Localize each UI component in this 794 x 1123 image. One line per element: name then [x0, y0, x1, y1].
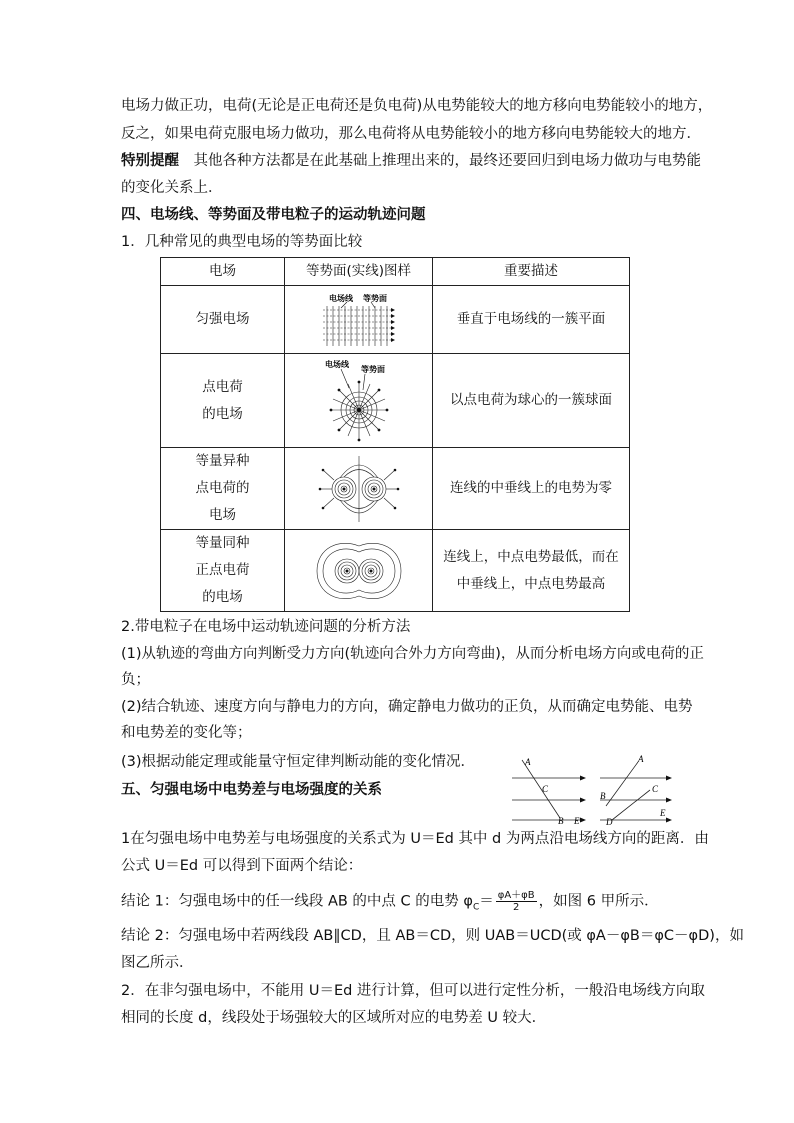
point-label: A	[525, 757, 531, 767]
point-label: C	[542, 784, 549, 794]
table-cell-figure	[285, 354, 433, 448]
figure-a-diagram	[508, 754, 590, 826]
opposite-charges-figure	[314, 452, 404, 526]
conclusion1-line: 结论 1：匀强电场中的任一线段 AB 的中点 C 的电势 $\varphi_C=$ $\frac{\varphi A+\varphi B}{2}$ ，如图 6 甲所示．	[121, 890, 659, 913]
table-cell-desc: 以点电荷为球心的一簇球面	[433, 354, 630, 448]
point-label: A	[638, 754, 644, 764]
conclusion2-line2: 图乙所示．	[121, 955, 194, 971]
equipotential-label: 等势面	[360, 364, 385, 374]
tip-label: 特别提醒	[121, 153, 179, 169]
table-cell-desc: 垂直于电场线的一簇平面	[433, 286, 630, 354]
section5-p2-line2: 相同的长度 d，线段处于场强较大的区域所对应的电势差 U 较大．	[121, 1010, 547, 1026]
item2-line2: 和电势差的变化等；	[121, 725, 252, 741]
tip-text: 其他各种方法都是在此基础上推理出来的，最终还要回归到电场力做功与电势能	[179, 153, 701, 169]
table-header: 重要描述	[433, 258, 630, 286]
point-charge-figure	[319, 358, 399, 444]
equipotential-table	[160, 257, 630, 612]
table-cell-figure	[285, 530, 433, 612]
table-header: 等势面(实线)图样	[285, 258, 433, 286]
para1-line1: 电场力做正功，电荷(无论是正电荷还是负电荷)从电势能较大的地方移向电势能较小的地方，	[121, 98, 713, 114]
table-header: 电场	[161, 258, 285, 286]
item1-line2: 负；	[121, 672, 150, 688]
table-row	[161, 354, 630, 448]
section5-p2-line1: 2．在非匀强电场中，不能用 U＝Ed 进行计算，但可以进行定性分析，一般沿电场线方向取	[121, 983, 705, 999]
table-cell-figure	[285, 286, 433, 354]
figure-b-diagram	[596, 754, 676, 826]
table-cell-desc: 连线的中垂线上的电势为零	[433, 448, 630, 530]
equipotential-label: 等势面	[362, 293, 387, 303]
item3-line: (3)根据动能定理或能量守恒定律判断动能的变化情况．	[121, 754, 476, 770]
section5-heading: 五、匀强电场中电势差与电场强度的关系	[121, 782, 382, 798]
field-line-label: 电场线	[324, 359, 349, 369]
table-row	[161, 448, 630, 530]
table-cell-field: 等量异种 点电荷的 电场	[161, 448, 285, 530]
tip-line2: 的变化关系上．	[121, 180, 223, 196]
item2-line1: (2)结合轨迹、速度方向与静电力的方向，确定静电力做功的正负，从而确定电势能、电势	[121, 699, 693, 715]
tip-line1	[121, 151, 701, 171]
uniform-field-figure	[319, 292, 399, 348]
table-cell-figure	[285, 448, 433, 530]
table-cell-desc: 连线上，中点电势最低，而在 中垂线上，中点电势最高	[433, 530, 630, 612]
section5-line2: 公式 U＝Ed 可以得到下面两个结论：	[121, 858, 363, 874]
point-label: D	[606, 817, 613, 826]
point-label: B	[600, 791, 606, 801]
like-charges-figure	[313, 538, 405, 604]
section5-line1: 1在匀强电场中电势差与电场强度的关系式为 U＝Ed 其中 d 为两点沿电场线方向的距离．由	[121, 831, 709, 847]
table-cell-field: 点电荷 的电场	[161, 354, 285, 448]
section4-sub1: 1．几种常见的典型电场的等势面比较	[121, 234, 363, 250]
table-cell-field: 匀强电场	[161, 286, 285, 354]
point-label: B	[558, 816, 564, 826]
table-row	[161, 530, 630, 612]
item1-line1: (1)从轨迹的弯曲方向判断受力方向(轨迹向合外力方向弯曲)，从而分析电场方向或电荷的正	[121, 646, 704, 662]
section4-sub2: 2.带电粒子在电场中运动轨迹问题的分析方法	[121, 619, 411, 635]
table-cell-field: 等量同种 正点电荷 的电场	[161, 530, 285, 612]
conclusion2-line1: 结论 2：匀强电场中若两线段 AB∥CD，且 AB＝CD，则 UAB＝UCD(或 φA－φB＝φC－φD)，如	[121, 928, 744, 944]
midpoint-fraction: $\frac{\varphi A+\varphi B}{2}$	[497, 890, 535, 913]
table-row	[161, 286, 630, 354]
section4-heading: 四、电场线、等势面及带电粒子的运动轨迹问题	[121, 207, 426, 223]
point-label: E	[660, 808, 666, 818]
field-line-label: 电场线	[328, 293, 353, 303]
point-label: C	[652, 784, 659, 794]
para1-line2: 反之，如果电荷克服电场力做功，那么电荷将从电势能较小的地方移向电势能较大的地方．	[121, 126, 701, 142]
table-header-row	[161, 258, 630, 286]
point-label: E	[574, 816, 580, 826]
